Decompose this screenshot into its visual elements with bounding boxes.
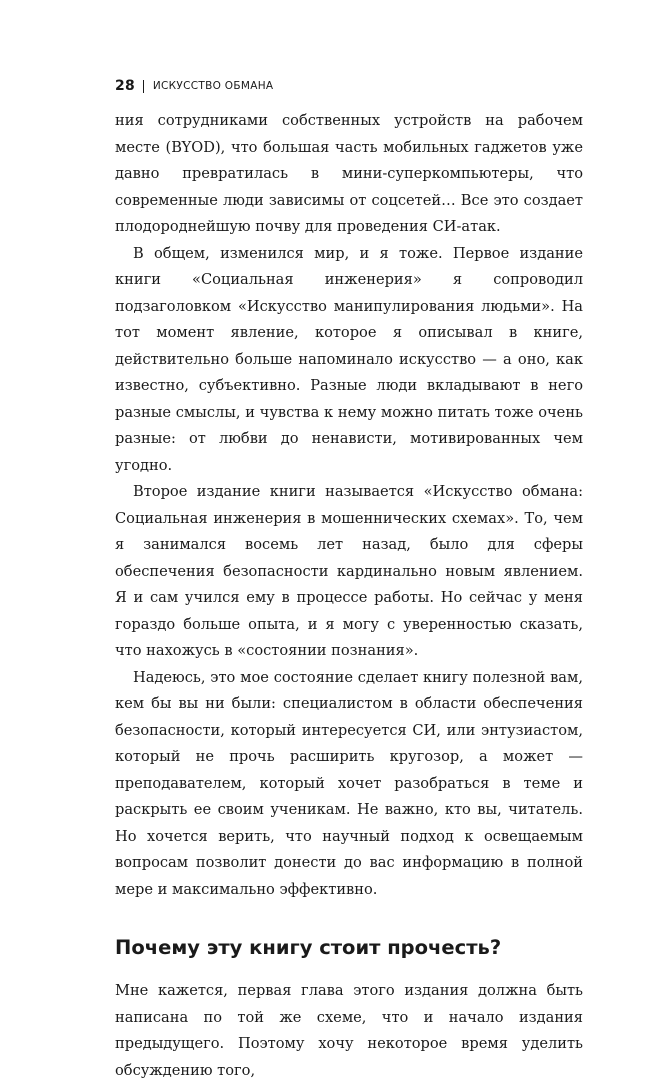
section-heading: Почему эту книгу стоит прочесть? [115,936,502,959]
running-head [115,78,273,94]
running-title: ИСКУССТВО ОБМАНА [152,80,274,92]
paragraph: В общем, изменился мир, и я тоже. Первое издание книги «Социальная инженерия» я сопроводил подзаголовком «Искусство манипулирования людьми». На тот момент явление, которое я описывал в книге, действительно больше напоминало искусство — а оно, как известно, субъективно. Разные люди вкладывают в него разные смыслы, и чувства к нему можно питать тоже очень разные: от любви до ненависти, мотивированных чем угодно. [115,244,583,474]
page-body [115,108,583,1084]
paragraph: Второе издание книги называется «Искусство обмана: Социальная инженерия в мошеннических схемах». То, чем я занимался восемь лет назад, было для сферы обеспечения безопасности кардинально новым явлением. Я и сам учился ему в процессе работы. Но сейчас у меня гораздо больше опыта, и я могу с уверенностью сказать, что нахожусь в «состоянии познания». [115,483,583,659]
paragraph: Надеюсь, это мое состояние сделает книгу полезной вам, кем бы вы ни были: специалистом в области обеспечения безопасности, который интересуется СИ, или энтузиастом, который не прочь расширить кругозор, а может — преподавателем, который хочет разобраться в теме и раскрыть ее своим ученикам. Не важно, кто вы, читатель. Но хочется верить, что научный подход к освещаемым вопросам позволит донести до вас информацию в полной мере и максимально эффективно. [115,668,583,898]
header-divider [143,80,144,93]
paragraph-continuation: ния сотрудниками собственных устройств на рабочем месте (BYOD), что большая часть мобильных гаджетов уже давно превратилась в мини-суперкомпьютеры, что современные люди зависимы от соцсетей… Все это создает плодороднейшую почву для проведения СИ-атак. [115,112,583,235]
page-number: 28 [115,78,135,94]
section-paragraph: Мне кажется, первая глава этого издания должна быть написана по той же схеме, что и начало издания предыдущего. Поэтому хочу некоторое время уделить обсуждению того, [115,982,583,1079]
